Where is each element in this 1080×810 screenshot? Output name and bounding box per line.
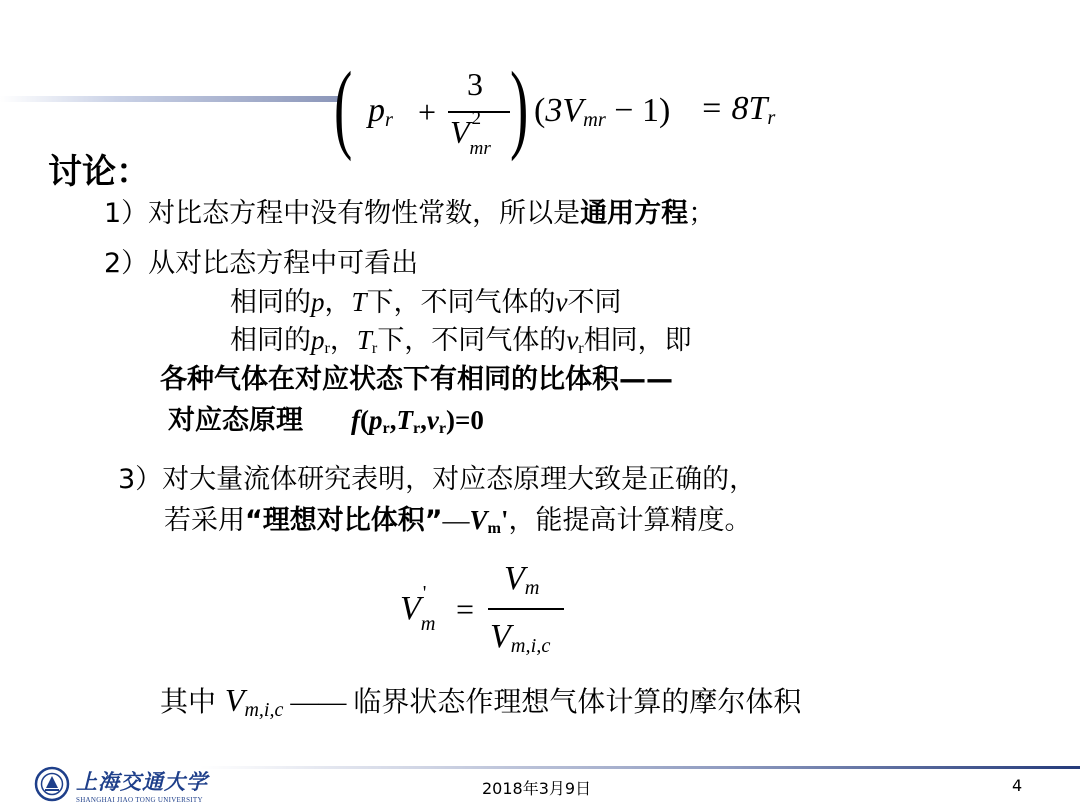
eq2-equals: = [456, 591, 475, 627]
eq-denominator: V 2 $_{mr}$ [450, 108, 491, 159]
footnote-definition: 其中 $V_{m,i,c}$ —— 临界状态作理想气体计算的摩尔体积 [160, 682, 802, 721]
left-big-paren: ( [334, 51, 353, 162]
bottom-decorative-rule [200, 766, 1080, 769]
item-3: 3）对大量流体研究表明，对应态原理大致是正确的， [118, 464, 757, 495]
eq2-lhs: V ' $_m$ [400, 582, 436, 636]
eq-p-term: $p_r$ [368, 92, 393, 132]
eq-plus: + [418, 94, 437, 130]
corresponding-state-statement: 各种气体在对应状态下有相同的比体积—— [160, 364, 673, 395]
eq2-denominator: $V_{m,i,c}$ [490, 618, 551, 658]
university-emblem-icon [34, 766, 70, 802]
item-2b: 相同的$p_r$，$T_r$下，不同气体的$v_r$相同，即 [230, 325, 692, 358]
university-logo [34, 766, 70, 806]
eq-second-factor: $(3V_{mr} - 1)$ [534, 92, 671, 132]
corresponding-state-principle: 对应态原理 $f(p_r,T_r,v_r)=0$ [168, 405, 484, 438]
eq2-numerator: $V_m$ [504, 560, 540, 600]
logo-chinese-name: 上海交通大学 [76, 769, 208, 794]
eq-rhs: = $8T_r$ [700, 90, 776, 130]
item-3b: 若采用“理想对比体积$”—V_m'$，能提高计算精度。 [164, 505, 752, 538]
eq-numerator: 3 [467, 66, 483, 102]
item-1: 1）对比态方程中没有物性常数，所以是通用方程； [104, 198, 716, 229]
logo-english-name: SHANGHAI JIAO TONG UNIVERSITY [76, 796, 203, 804]
slide-page-number: 4 [1012, 776, 1023, 795]
discussion-heading: 讨论： [48, 152, 150, 192]
slide-date: 2018年3月9日 [482, 779, 592, 798]
right-big-paren: ) [510, 51, 529, 162]
top-decorative-rule [0, 96, 340, 102]
item-2a: 相同的p，T下，不同气体的v不同 [230, 287, 622, 318]
item-2: 2）从对比态方程中可看出 [104, 248, 419, 279]
eq2-fraction-bar [488, 608, 564, 610]
